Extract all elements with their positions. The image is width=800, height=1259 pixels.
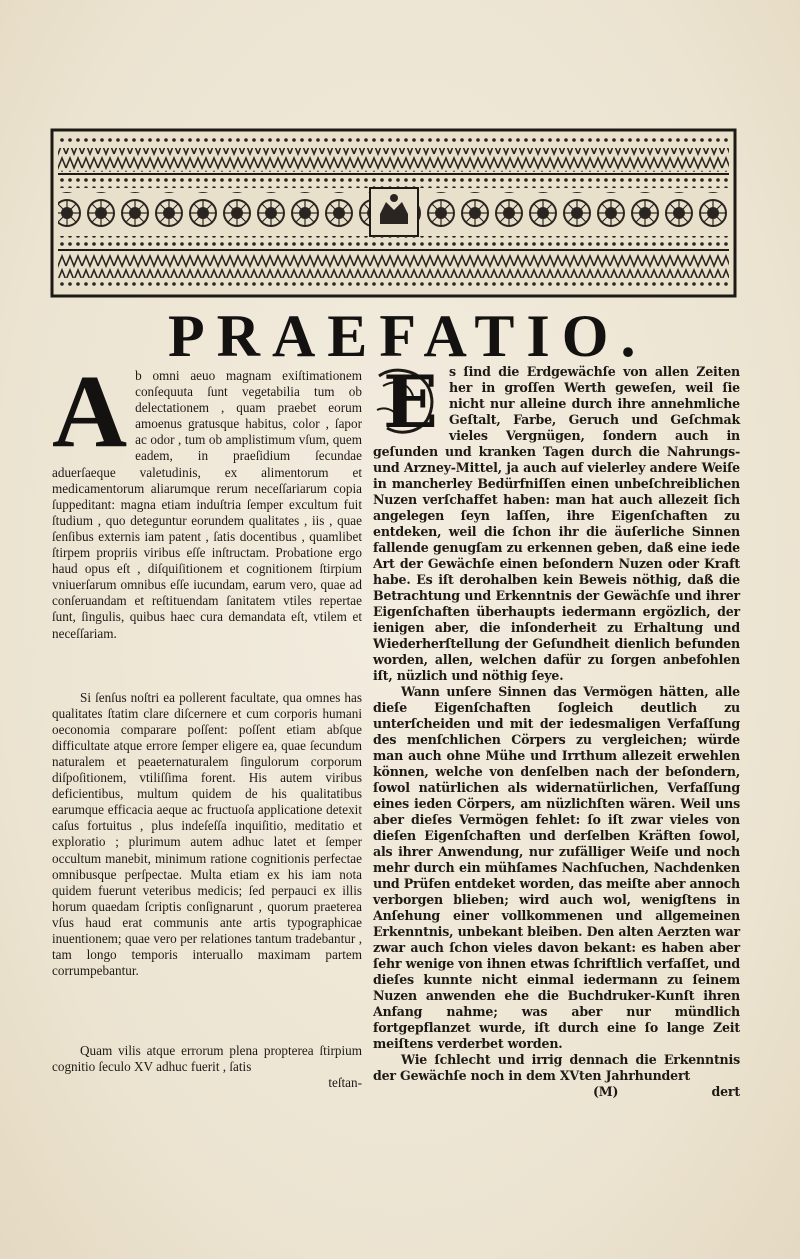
ornamental-header-band (50, 128, 737, 298)
german-paragraph-3: Wie ſchlecht und irrig dennach die Erkenntnis der Gewächſe noch in dem XVten Jahrhundert (373, 1052, 740, 1083)
german-column (373, 359, 740, 1102)
latin-paragraph-1: b omni aeuo magnam exiſtimationem conſequuta ſunt vegetabilia tum ob delectationem , quam praebet eorum amoenus gratusque habitus, color , ſapor ac odor , tum ob amplistimum vſum, quem eadem, in praeſidium ſecundae aduerſaeque valetudinis, ex alimentorum et medicamentorum aliarumque rerum neceſſariarum copia ſuppeditant: magna etiam induſtria ſemper excultum fuit ſtudium , quo deteguntur eorundem qualitates , iis , quae ſenſibus externis iam patent , ſatis docentibus , quamlibet ſtirpem propriis viribus eſſe inſtructam. Probatione ergo haud opus eſt , diſquiſitionem et cognitionem ſtirpium vniuerſarum omnibus eſſe iucundam, earum vero, quae ad conſeruandam et reſtituendam ſanitatem vtiles repertae ſunt, ſingulis, quibus haec cura demandata eſt, vtilem et neceſſariam. (52, 368, 362, 641)
latin-column (52, 354, 362, 1092)
german-paragraph-2: Wann unſere Sinnen das Vermögen hätten, alle dieſe Eigenſchaften ſogleich deutlich zu unterſcheiden und mit der iedesmaligen Verfaſſung des menſchlichen Cörpers zu vergleichen; würde man auch ohne Mühe und Irrthum allezeit erwehlen können, welche von denſelben nach der beſondern, ſowol natürlichen als widernatürlichen, Verfaſſung eines ieden Cörpers, am nüzlichſten wären. Weil uns aber dieſes Vermögen fehlet: ſo iſt zwar vieles von dieſen Eigenſchaften und derſelben Kräften ſowol, als ihrer Anwendung, nur zufälliger Weiſe und noch mehr durch ein mühſames Nachſuchen, Nachdenken und Prüfen entdeket worden, das meiſte aber annoch verborgen blieben; wird auch wol, wenigſtens in Anſehung einer vollkommenen und allgemeinen Erkenntnis, unbekant bleiben. Den alten Aerzten war zwar auch ſchon vieles davon bekant: es haben aber ſehr wenige von ihnen etwas ſchriftlich verfaſſet, und dieſes kunnte nicht einmal iedermann zu ſeinem Nuzen anwenden ehe die Buchdruker-Kunſt ihren Anfang nahme; was aber nur mündlich fortgepflanzet wurde, iſt durch eine ſo lange Zeit meiſtens verderbet worden. (373, 684, 740, 1051)
ornamental-drop-cap (373, 359, 443, 444)
german-paragraph-1: s ſind die Erdgewächſe von allen Zeiten her in groſſen Werth geweſen, weil ſie nicht nur alleine durch ihre annehmliche Geſtalt, Farbe, Geruch und Geſchmak vieles Vergnügen, ſondern auch in geſunden und kranken Tagen durch die Nahrungs- und Arzney-Mittel, ja auch auf vielerley andere Weiſe in mancherley Bedürfniſſen einen unbeſchreiblichen Nuzen verſchaffet haben: man hat auch allezeit ſich angelegen ſeyn laſſen, ihre Eigenſchaften zu entdeken, weil die ſchon ihr die äuſerliche Sinnen fallende genugſam zu erkennen geben, daß eine iede Art der Gewächſe einen beſondern Nuzen oder Kraft habe. Es iſt derohalben kein Beweis nöthig, daß die Betrachtung und Erkenntnis der Gewächſe und ihrer Eigenſchaften überhaupts iedermann ergözlich, der ienigen aber, die inſonderheit zu Erhaltung und Wiederherſtellung der Geſundheit dienlich befunden worden, allen, welchen dafür zu ſorgen anbefohlen iſt, nüzlich und nöthig ſeye. (373, 364, 740, 683)
latin-paragraph-2: Si ſenſus noſtri ea pollerent facultate, qua omnes has qualitates ſtatim clare diſcernere et cum corporis humani oeconomia comparare poſſent: poſſent etiam abſque difficultate atque errore ſemper eligere ea, quae ſecundum naturalem et peaeternaturalem ſingulorum corporum diſpoſitionem, vtiliſſima forent. His autem viribus deficientibus, multum quidem de his qualitatibus earumque efficacia aeque ac fructuoſa applicatione detexit caſus fortuitus , plus indeſeſſa inquiſitio, meditatio et exploratio ; plurimum autem adhuc latet et ſemper occultum manebit, minimum ratione cognitionis perfectae omnibusque perſpectae. Multa etiam ex his iam nota quidem fuerunt veteribus medicis; ſed perpauci ex illis horum quaedam ſcriptis conſignarunt , quorum praeterea vſus haud erat communis ante artis typographicae inuentionem; quae vero per relationes tantum tradebantur , tam longo temporis interuallo maximam partem corrumpebantur. (52, 689, 362, 979)
signature-mark: (M) (593, 1084, 619, 1099)
page-title: PRAEFATIO. (168, 303, 648, 369)
drop-cap: E (383, 359, 438, 444)
latin-paragraph-3: Quam vilis atque errorum plena propterea ſtirpium cognitio ſeculo XV adhuc fuerit , ſatis (52, 1043, 362, 1075)
drop-cap: A (52, 354, 128, 469)
catchword: teſtan- (328, 1075, 362, 1091)
catchword: dert (711, 1084, 740, 1099)
